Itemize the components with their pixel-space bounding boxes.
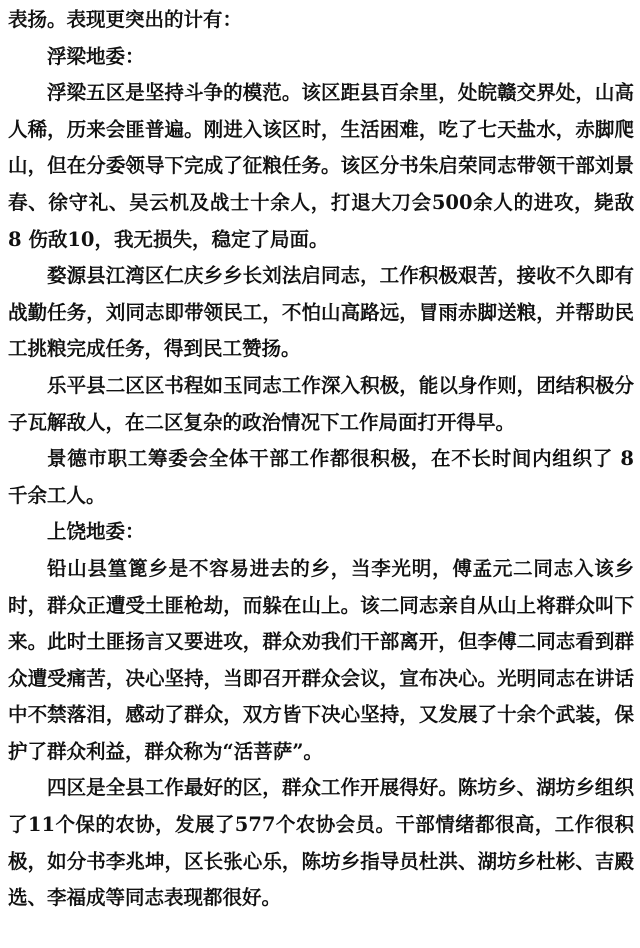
paragraph-fuliang-district-five: 浮梁五区是坚持斗争的模范。该区距县百余里，处皖赣交界处，山高人稀，历来会匪普遍。刚进入该区时，生活困难，吃了七天盐水，赤脚爬山，但在分委领导下完成了征粮任务。该区分书朱启荣同志带领干部刘景春、徐守礼、吴云机及战士十余人，打退大刀会500余人的进攻，毙敌 8 伤敌10，我无损失，稳定了局面。 [8, 81, 634, 251]
paragraph-yanshan: 铅山县篁篦乡是不容易进去的乡，当李光明，傅孟元二同志入该乡时，群众正遭受土匪枪劫，而躲在山上。该二同志亲自从山上将群众叫下来。此时土匪扬言又要进攻，群众劝我们干部离开，但李傅二同志看到群众遭受痛苦，决心坚持，当即召开群众会议，宣布决心。光明同志在讲话中不禁落泪，感动了群众，双方皆下决心坚持，又发展了十余个武装，保护了群众利益，群众称为“活菩萨”。 [8, 556, 634, 763]
section-heading-shangrao: 上饶地委： [47, 520, 145, 544]
paragraph-wuyuan: 婺源县江湾区仁庆乡乡长刘法启同志，工作积极艰苦，接收不久即有战勤任务，刘同志即带领民工，不怕山高路远，冒雨赤脚送粮，并帮助民工挑粮完成任务，得到民工赞扬。 [8, 264, 634, 361]
paragraph-jingde: 景德市职工筹委会全体干部工作都很积极，在不长时间内组织了 8 千余工人。 [8, 447, 634, 507]
section-heading-fuliang: 浮梁地委： [47, 44, 145, 68]
paragraph-leping: 乐平县二区区书程如玉同志工作深入积极，能以身作则，团结积极分子瓦解敌人，在二区复杂的政治情况下工作局面打开得早。 [8, 373, 634, 434]
paragraph-intro: 表扬。表现更突出的计有： [8, 8, 243, 31]
paragraph-district-four: 四区是全县工作最好的区，群众工作开展得好。陈坊乡、湖坊乡组织了11个保的农协，发展了577个农协会员。干部情绪都很高，工作很积极，如分书李兆坤，区长张心乐，陈坊乡指导员杜洪、湖坊乡杜彬、吉殿选、李福成等同志表现都很好。 [8, 776, 634, 910]
